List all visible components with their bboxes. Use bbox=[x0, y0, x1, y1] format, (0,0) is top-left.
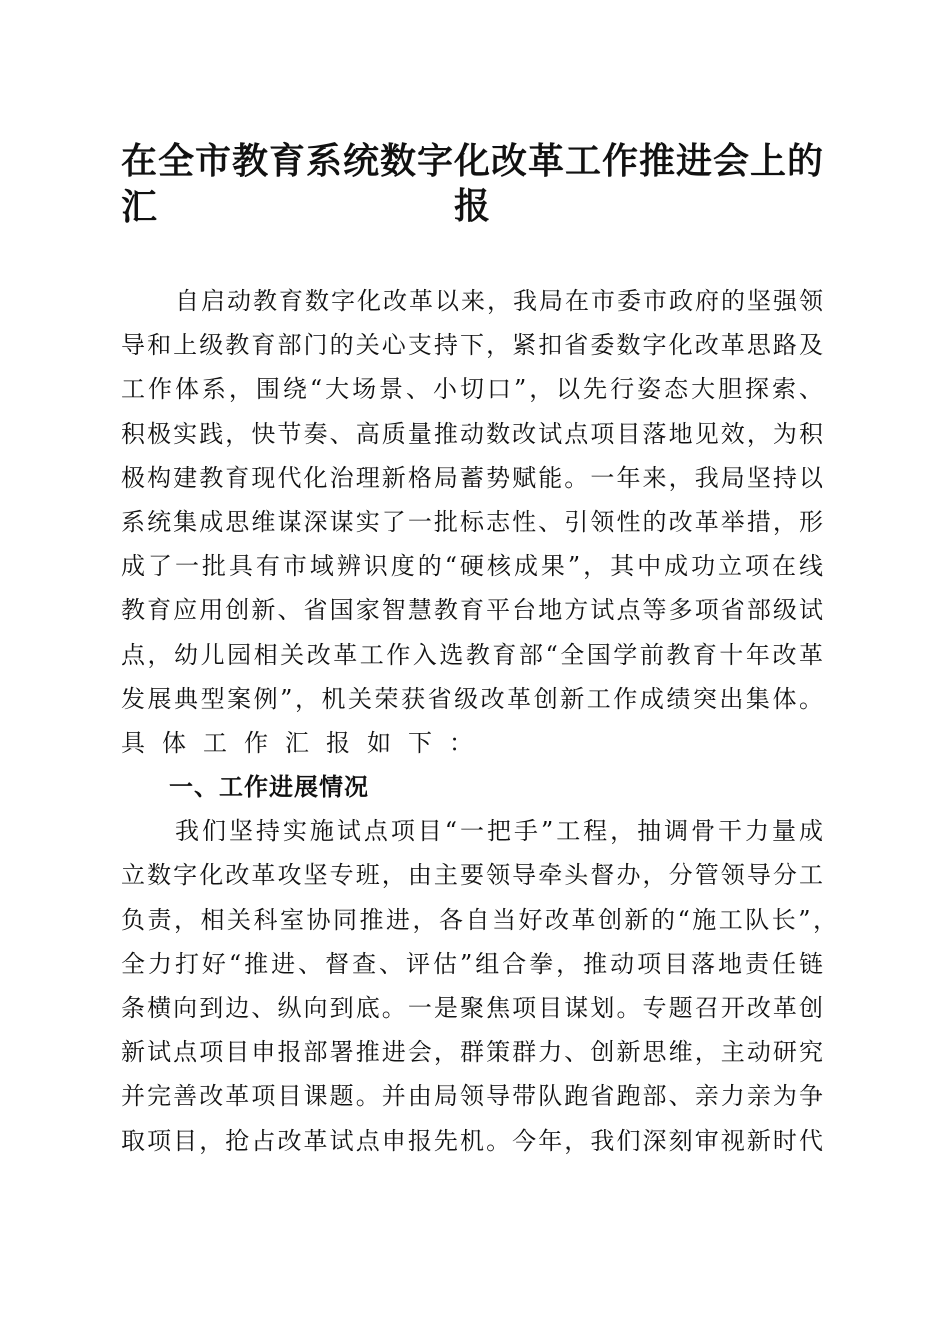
text-line: 自启动教育数字化改革以来，我局在市委市政府的坚强领 bbox=[175, 287, 823, 315]
document-body bbox=[121, 279, 837, 1163]
text-line: 积极实践，快节奏、高质量推动数改试点项目落地见效，为积 bbox=[121, 419, 823, 448]
paragraph-progress bbox=[121, 809, 837, 1163]
text-line: 全力打好“推进、督查、评估”组合拳，推动项目落地责任链 bbox=[121, 949, 823, 978]
document-title-line-1: 在全市教育系统数字化改革工作推进会上的汇 bbox=[121, 140, 823, 228]
text-line: 新试点项目申报部署推进会，群策群力、创新思维，主动研究 bbox=[121, 1038, 823, 1067]
text-line: 取项目，抢占改革试点申报先机。今年，我们深刻审视新时代 bbox=[121, 1126, 823, 1155]
text-line: 教育应用创新、省国家智慧教育平台地方试点等多项省部级试 bbox=[121, 596, 823, 625]
text-line: 立数字化改革攻坚专班，由主要领导牵头督办，分管领导分工 bbox=[121, 861, 823, 890]
paragraph-intro bbox=[121, 279, 823, 765]
document-title-line-2: 报 bbox=[453, 185, 490, 227]
text-line: 发展典型案例”，机关荣获省级改革创新工作成绩突出集体。 bbox=[121, 684, 823, 713]
text-line: 极构建教育现代化治理新格局蓄势赋能。一年来，我局坚持以 bbox=[121, 463, 823, 492]
text-line: 并完善改革项目课题。并由局领导带队跑省跑部、亲力亲为争 bbox=[121, 1082, 823, 1111]
section-heading: 一、工作进展情况 bbox=[169, 772, 369, 802]
text-line: 点，幼儿园相关改革工作入选教育部“全国学前教育十年改革 bbox=[121, 640, 823, 669]
text-line: 系统集成思维谋深谋实了一批标志性、引领性的改革举措，形 bbox=[121, 507, 823, 536]
text-line: 导和上级教育部门的关心支持下，紧扣省委数字化改革思路及 bbox=[121, 331, 823, 360]
text-line: 我们坚持实施试点项目“一把手”工程，抽调骨干力量成 bbox=[175, 817, 823, 846]
text-line: 具体工作汇报如下： bbox=[121, 728, 490, 757]
text-line: 工作体系，围绕“大场景、小切口”，以先行姿态大胆探索、 bbox=[121, 375, 823, 404]
text-line: 负责，相关科室协同推进，各自当好改革创新的“施工队长”， bbox=[121, 905, 837, 934]
text-line: 成了一批具有市域辨识度的“硬核成果”，其中成功立项在线 bbox=[121, 552, 823, 581]
text-line: 条横向到边、纵向到底。一是聚焦项目谋划。专题召开改革创 bbox=[121, 994, 823, 1022]
